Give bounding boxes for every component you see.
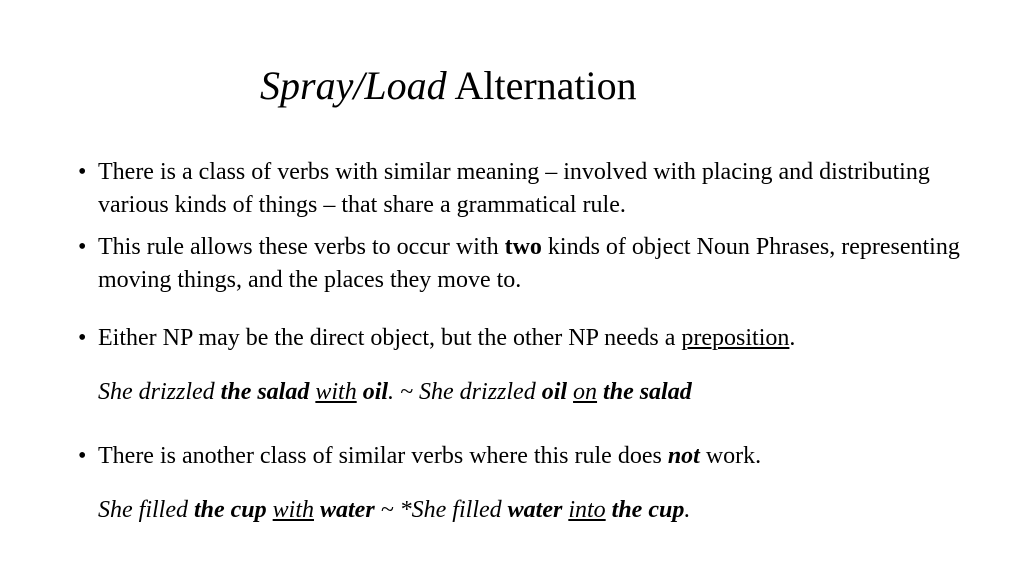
bullet-text-pre: There is another class of similar verbs where this rule does: [98, 443, 668, 469]
example-part: . ~ She drizzled: [388, 379, 536, 405]
example-part: the salad: [597, 379, 692, 405]
example-filled: [98, 494, 690, 527]
example-part: the cup: [605, 497, 685, 523]
bullet-text-pre: This rule allows these verbs to occur with: [98, 234, 505, 260]
bullet-two-object-nps: [78, 231, 978, 297]
title-italic-part: Spray/Load: [260, 63, 447, 108]
title-regular-part: Alternation: [446, 63, 637, 108]
example-part: water: [501, 497, 563, 523]
example-part: oil: [356, 379, 389, 405]
example-preposition: with: [272, 497, 314, 523]
bullet-text: [98, 231, 978, 297]
bullet-marker: •: [78, 443, 87, 469]
bullet-text: [98, 322, 978, 355]
bullet-class-of-verbs: [78, 156, 978, 222]
bullet-text-post: kinds of object Noun Phrases, representing moving things, and the places they move to.: [98, 234, 960, 293]
bullet-marker: •: [78, 325, 87, 351]
bullet-text-underlined: preposition: [681, 325, 790, 351]
example-part: .: [684, 497, 691, 523]
example-part: ~ *She filled: [374, 497, 502, 523]
slide-title: [260, 60, 637, 112]
example-part: She drizzled: [98, 379, 215, 405]
example-drizzled: [98, 376, 692, 409]
example-preposition: into: [568, 497, 606, 523]
bullet-direct-object: [78, 322, 978, 355]
example-part: She filled: [98, 497, 188, 523]
example-preposition: on: [573, 379, 598, 405]
example-preposition: with: [315, 379, 357, 405]
example-part: the cup: [187, 497, 267, 523]
example-part: the salad: [214, 379, 310, 405]
bullet-another-class: [78, 440, 978, 473]
bullet-text-bold-italic: not: [667, 443, 700, 469]
bullet-marker: •: [78, 159, 87, 185]
bullet-text-post: .: [789, 325, 796, 351]
bullet-text: There is a class of verbs with similar meaning – involved with placing and distributing various kinds of things – that share a grammatical rule.: [98, 159, 930, 218]
bullet-marker: •: [78, 234, 87, 260]
bullet-text-bold: two: [504, 234, 542, 260]
bullet-text-pre: Either NP may be the direct object, but the other NP needs a: [98, 325, 682, 351]
example-part: water: [314, 497, 375, 523]
bullet-text: [98, 440, 978, 473]
example-part: oil: [535, 379, 568, 405]
bullet-text-post: work.: [699, 443, 762, 469]
